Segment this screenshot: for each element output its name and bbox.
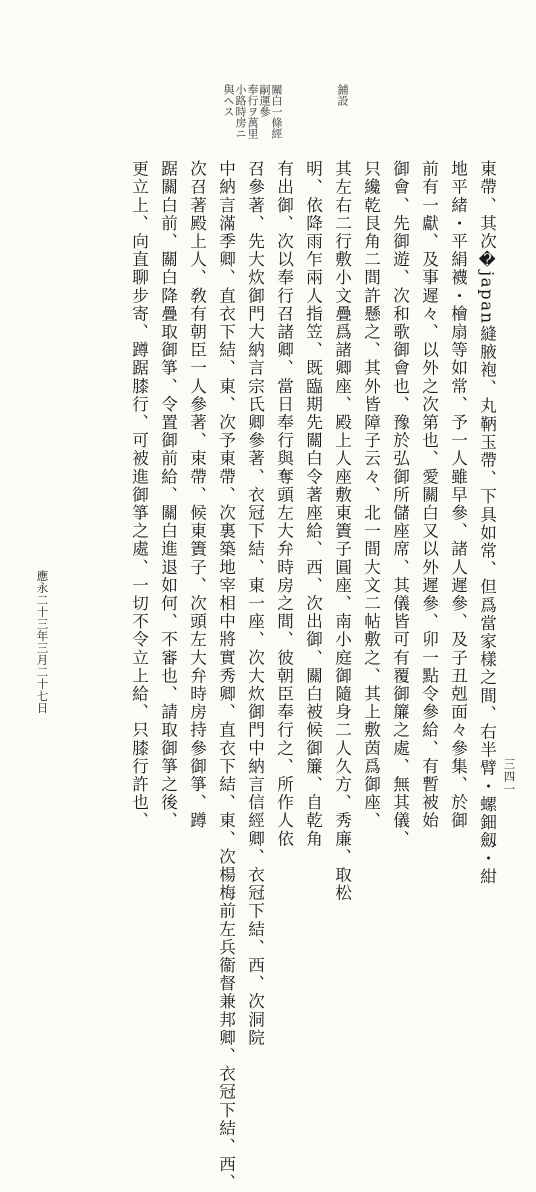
body-line-7: 明、依降雨乍兩人指笠、既臨期先關白令著座給、西、次出御、關白被候御簾、自乾角 xyxy=(303,160,323,848)
body-line-6: 其左右二行敷小文疊爲諸卿座、殿上人座敷東簀子圓座、南小庭御隨身二人久方、秀廉、取松 xyxy=(332,160,352,903)
marginal-note-3: 奉行ヲ萬里小路時房ニ與ヘス xyxy=(222,84,259,139)
body-line-5: 只纔乾艮角二間許懸之、其外皆障子云々、北一間大文二帖敷之、其上敷茵爲御座、 xyxy=(361,160,381,830)
marginal-note-1: 關白一條經嗣運參 xyxy=(258,84,283,139)
body-line-3: 前有一獻、及事遲々、以外之次第也、愛關白又以外遲參、卯一點令參給、有暫被始 xyxy=(419,160,439,830)
date-line: 應永二十三年三月二十七日 xyxy=(35,570,50,714)
body-line-9: 召參著、先大炊御門大納言宗氏卿參著、衣冠下結、東一座、次大炊御門中納言信經卿、衣冠下結、西、次洞院 xyxy=(245,160,265,1047)
page-number: 三四一 xyxy=(502,758,517,796)
body-line-12: 踞關白前、關白降疊取御箏、令置御前給、關白進退如何、不審也、請取御箏之後、 xyxy=(158,160,178,830)
body-line-2: 地平緒・平絹襪・檜扇等如常、予一人雖早參、諸人遲參、及子丑剋面々參集、於御 xyxy=(448,160,468,830)
body-line-10: 中納言滿季卿、直衣下結、東、次予東帶、次裏築地宰相中將實秀卿、直衣下結、東、次楊梅前左兵衞督兼邦卿、衣冠下結、西、 xyxy=(216,160,236,1192)
marginal-note-2: 鋪設 xyxy=(336,84,349,106)
body-line-4: 御會、先御遊、次和歌御會也、豫於弘御所儲座席、其儀皆可有覆御簾之處、無其儀、 xyxy=(390,160,410,848)
body-line-8: 有出御、次以奉行召諸卿、當日奉行與奪頭左大弁時房之間、彼朝臣奉行之、所作人依 xyxy=(274,160,294,848)
body-line-11: 次召著殿上人、敎有朝臣一人參著、束帶、候東簀子、次頭左大弁時房持參御箏、蹲 xyxy=(187,160,207,830)
body-line-13: 更立上、向直聊步寄、蹲踞膝行、可被進御箏之處、一切不令立上給、只膝行許也、 xyxy=(129,160,149,830)
body-line-1: 東帶、其次�japan縫腋袍、丸鞆玉帶、下具如常、但爲當家樣之間、右半臂・螺鈿劔・紺 xyxy=(477,160,497,886)
